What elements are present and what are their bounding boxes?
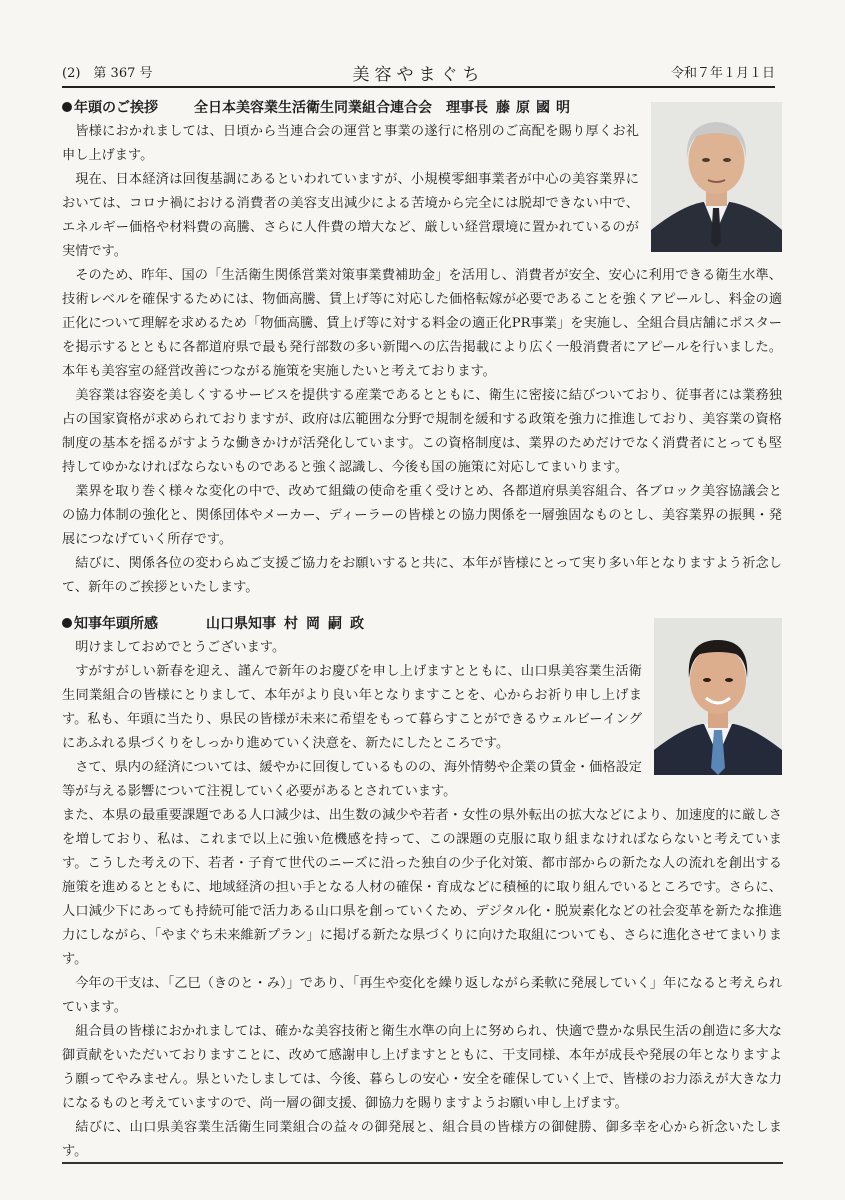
portrait-photo (654, 618, 782, 775)
paragraph: さて、県内の経済については、緩やかに回復しているものの、海外情勢や企業の賃金・価格設定等が与える影響について注視していく必要があるとされています。 (62, 760, 642, 799)
author-organization: 全日本美容業生活衛生同業組合連合会 理事長 (194, 100, 488, 116)
author-name: 藤原國明 (496, 100, 576, 116)
paragraph: そのため、昨年、国の「生活衛生関係営業対策事業費補助金」を活用し、消費者が安全、安心に利用できる衛生水準、技術レベルを確保するためには、物価高騰、賃上げ等に対応した価格転嫁が必要であることを強くアピールし、料金の適正化について理解を求めるため「物価高騰、賃上げ等に対する料金の適正化PR事業」を実施し、全組合員店舗にポスターを掲示するとともに各都道府県で最も発行部数の多い新聞への広告掲載により広く一般消費者にアピールを行いました。本年も美容室の経営改善につながる施策を実施したいと考えております。 (62, 268, 782, 379)
article-body (62, 120, 782, 600)
paragraph: 結びに、山口県美容業生活衛生同業組合の益々の御発展と、組合員の皆様方の御健勝、御多幸を心から祈念いたします。 (62, 1120, 782, 1159)
paragraph: 明けましておめでとうございます。 (75, 640, 286, 655)
author-name: 村岡嗣政 (284, 616, 372, 632)
article-governor-message (62, 612, 782, 1164)
issue-date: 令和７年１月１日 (670, 66, 775, 81)
page-header (62, 60, 775, 88)
paragraph: 組合員の皆様におかれましては、確かな美容技術と衛生水準の向上に努められ、快適で豊かな県民生活の創造に多大な御貢献をいただいておりますことに、改めて感謝申し上げますとともに、干支同様、本年が成長や発展の年となりますよう願ってやみません。県といたしましては、今後、暮らしの安心・安全を確保していく上で、皆様のお力添えが大きな力になるものと考えていますので、尚一層の御支援、御協力を賜りますようお願い申し上げます。 (62, 1024, 782, 1111)
portrait-photo (651, 102, 782, 252)
paragraph: 業界を取り巻く様々な変化の中で、改めて組織の使命を重く受けとめ、各都道府県美容組合、各ブロック美容協議会との協力体制の強化と、関係団体やメーカー、ディーラーの皆様との協力関係を一層強固なものとし、美容業界の振興・発展につなげていく所存です。 (62, 484, 782, 547)
paragraph: 今年の干支は、「乙巳（きのと・み）」であり、「再生や変化を繰り返しながら柔軟に発展していく」年になると考えられています。 (62, 976, 782, 1015)
article-title: 年頭のご挨拶 (74, 100, 158, 116)
paragraph: 皆様におかれましては、日頃から当連合会の運営と事業の遂行に格別のご高配を賜り厚くお礼申し上げます。 (62, 124, 639, 163)
chairman-portrait (651, 102, 782, 252)
paragraph: 美容業は容姿を美しくするサービスを提供する産業であるとともに、衛生に密接に結びついており、従事者には業務独占の国家資格が求められておりますが、政府は広範囲な分野で規制を緩和する政策を強力に推進しており、美容業の資格制度の基本を揺るがすような働きかけが活発化しています。この資格制度は、業界のためだけでなく消費者にとっても堅持してゆかなければならないものであると強く認識し、今後も国の施策に対応してまいります。 (62, 388, 782, 475)
bullet-icon (62, 102, 72, 112)
paragraph: すがすがしい新春を迎え、謹んで新年のお慶びを申し上げますとともに、山口県美容業生活衛生同業組合の皆様にとりまして、本年がより良い年となりますことを、心からお祈り申し上げます。私も、年頭に当たり、県民の皆様が未来に希望をもって暮らすことができるウェルビーイングにあふれる県づくりをしっかり進めていく決意を、新たにしたところです。 (62, 664, 642, 751)
article-title: 知事年頭所感 (74, 616, 158, 632)
governor-portrait (654, 618, 782, 775)
article-body (62, 636, 782, 1164)
footer-divider (62, 1162, 783, 1164)
article-new-year-greeting (62, 96, 782, 600)
issue-number: (2) 第 367 号 (62, 66, 153, 81)
paragraph: 現在、日本経済は回復基調にあるといわれていますが、小規模零細事業者が中心の美容業界においては、コロナ禍における消費者の美容支出減少による苦境から完全には脱却できない中で、エネルギー価格や材料費の高騰、さらに人件費の増大など、厳しい経営環境に置かれているのが実情です。 (62, 172, 639, 259)
author-organization: 山口県知事 (206, 616, 276, 632)
newsletter-title: 美容やまぐち (352, 65, 485, 85)
bullet-icon (62, 618, 72, 628)
paragraph: 結びに、関係各位の変わらぬご支援ご協力をお願いすると共に、本年が皆様にとって実り多い年となりますよう祈念して、新年のご挨拶といたします。 (62, 556, 782, 595)
paragraph: また、本県の最重要課題である人口減少は、出生数の減少や若者・女性の県外転出の拡大などにより、加速度的に厳しさを増しており、私は、これまで以上に強い危機感を持って、この課題の克服に取り組まなければならないと考えています。こうした考えの下、若者・子育て世代のニーズに沿った独自の少子化対策、都市部からの新たな人の流れを創出する施策を進めるとともに、地域経済の担い手となる人材の確保・育成などに積極的に取り組んでいるところです。さらに、人口減少下にあっても持続可能で活力ある山口県を創っていくため、デジタル化・脱炭素化などの社会変革を新たな推進力にしながら、「やまぐち未来維新プラン」に掲げる新たな県づくりに向けた取組についても、さらに進化させてまいります。 (62, 808, 782, 967)
